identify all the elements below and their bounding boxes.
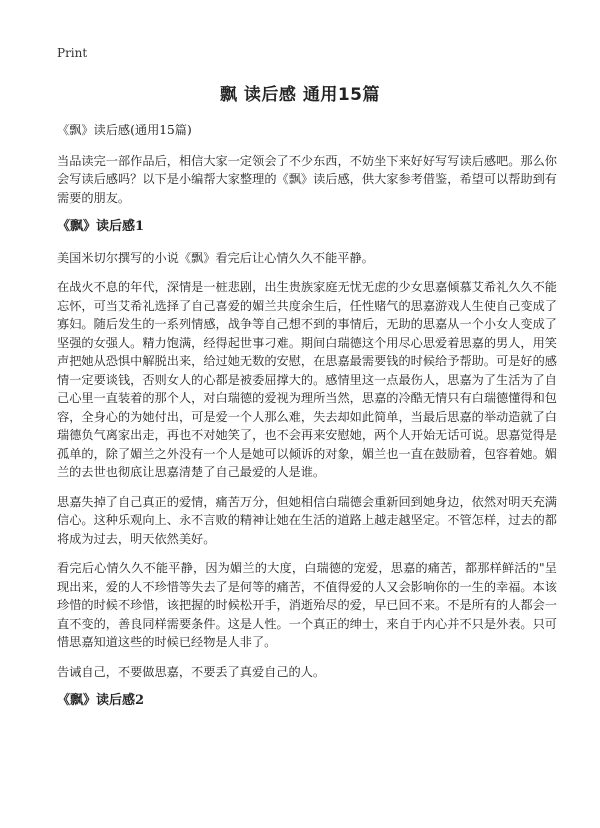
section-1-paragraph-5: 告诫自己，不要做思嘉，不要丢了真爱自己的人。 bbox=[57, 664, 326, 679]
section-1-paragraph-2: 在战火不息的年代，深情是一桩悲剧，出生贵族家庭无忧无虑的少女思嘉倾慕艾希礼久久不能忘怀，可当艾希礼选择了自己喜爱的媚兰共度余生后，任性赌气的思嘉游戏人生使自己变成了寡妇。随后发生的一系列情感，战争等自己想不到的事情后，无助的思嘉从一个小女人变成了坚强的女强人。精力饱满，经得起世事刁难。期间白瑞德这个用尽心思爱着思嘉的男人，用笑声把她从恐惧中解脱出来，给过她无数的安慰，在思嘉最需要钱的时候给予帮助。可是好的感情一定要谈钱，否则女人的心都是被委屈撑大的。感情里这一点最伤人，思嘉为了生活为了自己心里一直装着的那个人，对白瑞德的爱视为理所当然，思嘉的冷酷无情只有白瑞德懂得和包容，全身心的为她付出，可是爱一个人那么难，失去却如此简单，当最后思嘉的举动造就了白瑞德负气离家出走，再也不对她笑了，也不会再来安慰她，两个人开始无话可说。思嘉觉得是孤单的，除了媚兰之外没有一个人是她可以倾诉的对象，媚兰也一直在鼓励着，包容着她。媚兰的去世也彻底让思嘉清楚了自己最爱的人是谁。 bbox=[57, 280, 557, 479]
intro-paragraph: 当品读完一部作品后，相信大家一定领会了不少东西，不妨坐下来好好写写读后感吧。那么你会写读后感吗？以下是小编帮大家整理的《飘》读后感，供大家参考借鉴，希望可以帮助到有需要的朋友。 bbox=[57, 153, 557, 205]
section-1-paragraph-4: 看完后心情久久不能平静，因为媚兰的大度，白瑞德的宠爱，思嘉的痛苦，都那样鲜活的"呈现出来，爱的人不珍惜等失去了是何等的痛苦，不值得爱的人又会影响你的一生的幸福。本该珍惜的时候不珍惜，该把握的时候松开手，消逝殆尽的爱，早已回不来。不是所有的人都会一直不变的，善良同样需要条件。这是人性。一个真正的绅士，来自于内心并不只是外表。只可惜思嘉知道这些的时候已经物是人非了。 bbox=[57, 561, 557, 649]
section-1-paragraph-1: 美国米切尔撰写的小说《飘》看完后让心情久久不能平静。 bbox=[57, 250, 374, 265]
document-title: 飘 读后感 通用15篇 bbox=[220, 85, 380, 105]
section-1-paragraph-3: 思嘉失掉了自己真正的爱情，痛苦万分，但她相信白瑞德会重新回到她身边，依然对明天充满信心。这种乐观向上、永不言败的精神让她在生活的道路上越走越坚定。不管怎样，过去的都将成为过去，明天依然美好。 bbox=[57, 494, 557, 546]
article-subtitle: 《飘》读后感(通用15篇) bbox=[57, 123, 192, 137]
article-body bbox=[57, 121, 557, 723]
print-link[interactable]: Print bbox=[57, 46, 88, 60]
section-heading-1: 《飘》读后感1 bbox=[57, 219, 145, 234]
section-heading-2: 《飘》读后感2 bbox=[57, 693, 145, 708]
